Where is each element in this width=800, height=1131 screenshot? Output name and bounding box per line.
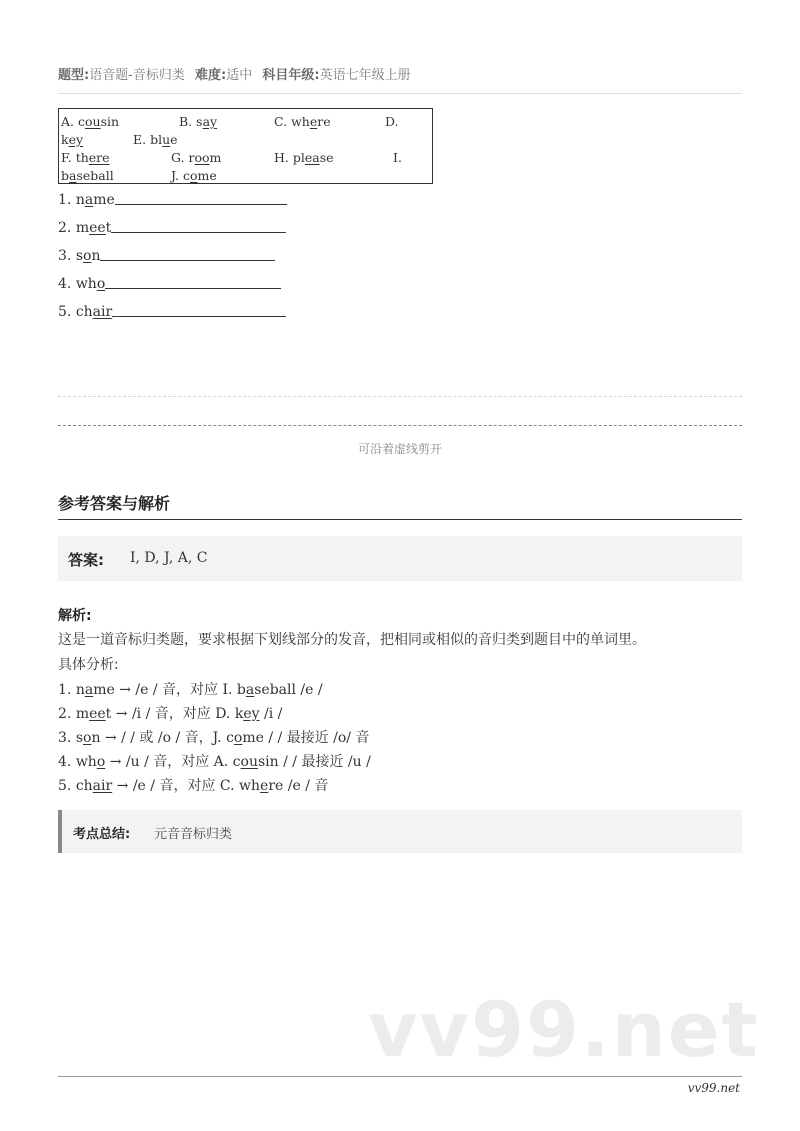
header-divider xyxy=(58,93,742,94)
subject-label: 科目年级: xyxy=(262,68,320,83)
answer-blank[interactable] xyxy=(115,192,287,205)
answer-section-title: 参考答案与解析 xyxy=(58,494,171,513)
analysis-intro: 这是一道音标归类题，要求根据下划线部分的发音，把相同或相似的音归类到题目中的单词里。 xyxy=(58,632,646,648)
option-i-word: baseball xyxy=(61,168,114,183)
summary-box xyxy=(58,810,742,853)
question-2: 2. meet xyxy=(58,220,286,236)
light-dashed-line xyxy=(58,396,742,397)
analysis-line-1: 1. name → /e / 音，对应 I. baseball /e / xyxy=(58,682,323,698)
analysis-line-4: 4. who → /u / 音，对应 A. cousin / / 最接近 /u / xyxy=(58,754,371,770)
question-4: 4. who xyxy=(58,276,281,292)
difficulty-label: 难度: xyxy=(195,68,227,83)
option-h: H. please xyxy=(274,150,334,165)
summary-value: 元音音标归类 xyxy=(154,827,233,842)
summary-label: 考点总结: xyxy=(73,827,131,842)
cut-note: 可沿着虚线剪开 xyxy=(357,442,442,456)
analysis-detail-label: 具体分析: xyxy=(58,657,119,673)
option-d-word: key xyxy=(61,132,84,147)
option-g: G. room xyxy=(171,150,222,165)
watermark: vv99.net xyxy=(368,985,760,1074)
question-1: 1. name xyxy=(58,192,287,208)
question-3: 3. son xyxy=(58,248,275,264)
cut-dashed-line xyxy=(58,425,742,426)
option-e: E. blue xyxy=(133,132,178,147)
answer-box xyxy=(58,536,742,581)
answer-blank[interactable] xyxy=(100,248,275,261)
option-i-letter: I. xyxy=(393,150,402,165)
answer-blank[interactable] xyxy=(112,304,286,317)
answer-blank[interactable] xyxy=(105,276,281,289)
option-j: J. come xyxy=(171,168,217,183)
footer-site-link[interactable]: vv99.net xyxy=(687,1081,740,1095)
subject-value: 英语七年级上册 xyxy=(319,68,411,83)
answer-blank[interactable] xyxy=(111,220,286,233)
analysis-line-5: 5. chair → /e / 音，对应 C. where /e / 音 xyxy=(58,778,329,794)
option-a: A. cousin xyxy=(61,114,120,129)
analysis-line-3: 3. son → / / 或 /o / 音，J. come / / 最接近 /o/ 音 xyxy=(58,730,370,746)
type-value: 语音题-音标归类 xyxy=(89,68,185,83)
options-box xyxy=(58,108,433,184)
answer-value: I, D, J, A, C xyxy=(130,550,208,566)
question-meta xyxy=(58,64,411,83)
answer-section-divider xyxy=(58,519,742,520)
type-label: 题型: xyxy=(58,68,90,83)
option-b: B. say xyxy=(179,114,218,129)
answer-label: 答案: xyxy=(68,551,104,569)
analysis-line-2: 2. meet → /i / 音，对应 D. key /i / xyxy=(58,706,283,722)
option-f: F. there xyxy=(61,150,110,165)
option-d-letter: D. xyxy=(385,114,399,129)
question-5: 5. chair xyxy=(58,304,286,320)
analysis-label: 解析: xyxy=(58,608,92,624)
option-c: C. where xyxy=(274,114,331,129)
footer-divider xyxy=(58,1076,742,1077)
difficulty-value: 适中 xyxy=(226,68,253,83)
